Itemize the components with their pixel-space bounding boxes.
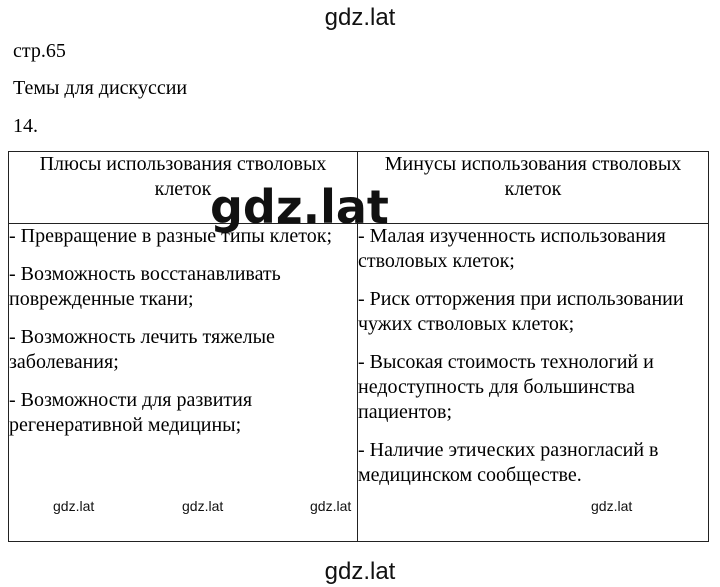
pros-item: - Возможность лечить тяжелые заболевания; [9, 326, 275, 373]
pros-item: - Возможности для развития регенеративной медицины; [9, 389, 253, 436]
watermark-top: gdz.lat [324, 4, 396, 31]
task-number: 14. [13, 115, 38, 137]
page-reference: стр.65 [13, 40, 66, 62]
watermark-bottom: gdz.lat [324, 558, 396, 585]
section-title: Темы для дискуссии [13, 77, 188, 99]
watermark-small: gdz.lat [53, 498, 95, 514]
watermark-small: gdz.lat [182, 498, 224, 514]
watermark-large: gdz.lat [210, 180, 389, 234]
cons-item: - Малая изученность использования стволовых клеток; [358, 225, 666, 272]
table-row [9, 224, 709, 542]
header-cons: Минусы использования стволовых клеток [358, 152, 709, 224]
cons-item: - Риск отторжения при использовании чужих стволовых клеток; [358, 288, 684, 335]
watermark-small: gdz.lat [310, 498, 352, 514]
header-pros: Плюсы использования стволовых клеток [9, 152, 358, 224]
cons-cell [358, 224, 709, 542]
cons-item: - Высокая стоимость технологий и недоступность для большинства пациентов; [358, 351, 654, 423]
watermark-small: gdz.lat [591, 498, 633, 514]
cons-item: - Наличие этических разногласий в медицинском сообществе. [358, 439, 659, 486]
pros-item: - Превращение в разные типы клеток; [9, 225, 333, 247]
pros-cell [9, 224, 358, 542]
pros-item: - Возможность восстанавливать поврежденные ткани; [9, 263, 281, 310]
